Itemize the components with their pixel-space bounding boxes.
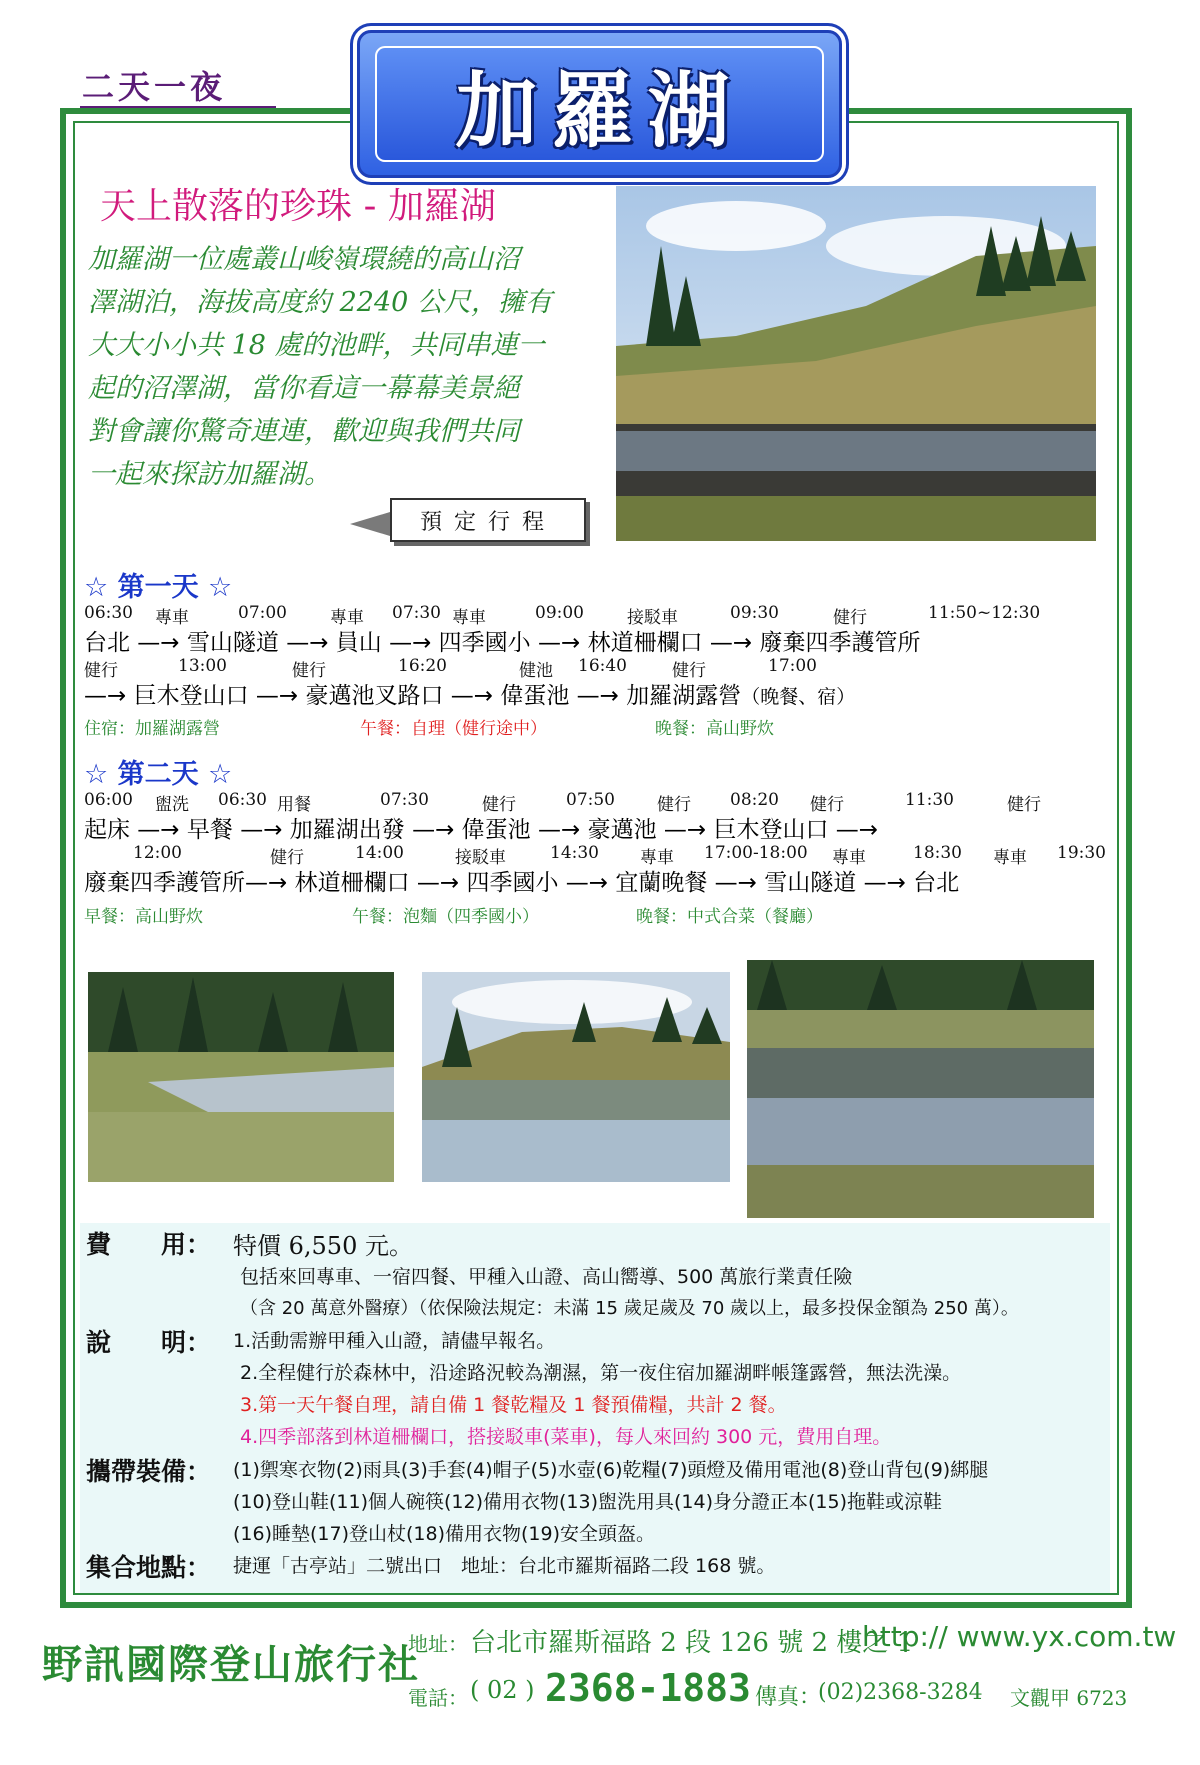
company-name: 野訊國際登山旅行社 xyxy=(42,1642,420,1688)
day1-heading: ☆ 第一天 ☆ xyxy=(84,572,233,603)
breakfast-info: 早餐：高山野炊 xyxy=(84,907,203,927)
intro-line: 對會讓你驚奇連連，歡迎與我們共同 xyxy=(88,416,520,447)
license-number: 文觀甲 6723 xyxy=(1010,1686,1128,1710)
transport-label: 健行 xyxy=(657,795,691,815)
day2-meals xyxy=(0,902,1200,927)
plan-arrow-icon xyxy=(350,512,390,536)
time-label: 17:00 xyxy=(768,656,817,676)
time-label: 16:20 xyxy=(398,656,447,676)
transport-label: 健行 xyxy=(84,661,118,681)
fax-label: 傳真： xyxy=(755,1685,822,1710)
intro-line: 大大小小共 18 處的池畔，共同串連一 xyxy=(88,330,545,361)
intro-line: 一起來探訪加羅湖。 xyxy=(88,459,331,490)
time-label: 14:00 xyxy=(355,843,404,863)
time-label: 07:30 xyxy=(392,603,441,623)
meet-value: 捷運「古亭站」二號出口 地址：台北市羅斯福路二段 168 號。 xyxy=(233,1555,776,1577)
gear-list-3: (16)睡墊(17)登山杖(18)備用衣物(19)安全頭盔。 xyxy=(233,1523,656,1545)
transport-label: 健行 xyxy=(672,661,706,681)
page-title: 加羅湖 xyxy=(455,63,744,159)
address-value: 台北市羅斯福路 2 段 126 號 2 樓之 1 xyxy=(470,1628,914,1658)
intro-subtitle: 天上散落的珍珠 - 加羅湖 xyxy=(100,186,496,227)
day1-row2-stops xyxy=(84,677,855,710)
day2-row1-times xyxy=(0,790,1200,815)
lodging-info: 住宿：加羅湖露營 xyxy=(84,719,220,739)
dinner-info: 晚餐：中式合菜（餐廳） xyxy=(636,907,823,927)
note-2: 2.全程健行於森林中，沿途路況較為潮濕，第一夜住宿加羅湖畔帳篷露營，無法洗澡。 xyxy=(240,1362,962,1384)
gear-label: 攜帶裝備： xyxy=(86,1457,212,1486)
transport-label: 專車 xyxy=(640,848,674,868)
fee-value: 特價 6,550 元。 xyxy=(233,1232,413,1260)
lake-photo-3 xyxy=(747,960,1094,1218)
transport-label: 健池 xyxy=(519,661,553,681)
time-label: 14:30 xyxy=(550,843,599,863)
time-label: 11:50~12:30 xyxy=(928,603,1041,623)
note-1: 1.活動需辦甲種入山證，請儘早報名。 xyxy=(233,1330,556,1352)
plan-label: 預定行程 xyxy=(390,498,586,542)
lake-photo-1 xyxy=(88,972,394,1182)
fee-label: 費 用： xyxy=(86,1230,212,1259)
time-label: 06:00 xyxy=(84,790,133,810)
transport-label: 盥洗 xyxy=(155,795,189,815)
day2-heading: ☆ 第二天 ☆ xyxy=(84,759,233,790)
day2-row2-times xyxy=(0,843,1200,868)
time-label: 09:30 xyxy=(730,603,779,623)
time-label: 12:00 xyxy=(133,843,182,863)
transport-label: 專車 xyxy=(155,608,189,628)
intro-line: 加羅湖一位處叢山峻嶺環繞的高山沼 xyxy=(88,244,520,275)
stops-note: （晚餐、宿） xyxy=(741,686,856,708)
day1-row2-times xyxy=(0,656,1200,681)
note-label: 說 明： xyxy=(86,1328,212,1357)
transport-label: 健行 xyxy=(270,848,304,868)
transport-label: 健行 xyxy=(810,795,844,815)
transport-label: 接駁車 xyxy=(627,608,678,628)
phone-number: 2368-1883 xyxy=(545,1666,751,1710)
time-label: 11:30 xyxy=(905,790,954,810)
transport-label: 專車 xyxy=(452,608,486,628)
lunch-info: 午餐：泡麵（四季國小） xyxy=(352,907,539,927)
phone-label: 電話： xyxy=(408,1686,468,1710)
title-banner-inner xyxy=(375,46,824,162)
transport-label: 專車 xyxy=(330,608,364,628)
transport-label: 用餐 xyxy=(277,795,311,815)
note-4: 4.四季部落到林道柵欄口，搭接駁車(菜車)，每人來回約 300 元，費用自理。 xyxy=(240,1426,892,1448)
time-label: 07:00 xyxy=(238,603,287,623)
day2-row1-stops: 起床 —→ 早餐 —→ 加羅湖出發 —→ 偉蛋池 —→ 豪邁池 —→ 巨木登山口 —→ xyxy=(84,817,879,843)
time-label: 07:50 xyxy=(566,790,615,810)
time-label: 06:30 xyxy=(84,603,133,623)
time-label: 08:20 xyxy=(730,790,779,810)
address-label: 地址： xyxy=(408,1632,468,1656)
fax-number: (02)2368-3284 xyxy=(818,1680,983,1705)
transport-label: 專車 xyxy=(993,848,1027,868)
day1-meals xyxy=(0,714,1200,739)
stops-text: —→ 巨木登山口 —→ 豪邁池叉路口 —→ 偉蛋池 —→ 加羅湖露營 xyxy=(84,683,742,709)
transport-label: 健行 xyxy=(833,608,867,628)
time-label: 09:00 xyxy=(535,603,584,623)
dinner-info: 晚餐：高山野炊 xyxy=(655,719,774,739)
transport-label: 健行 xyxy=(1007,795,1041,815)
day2-row2-stops: 廢棄四季護管所—→ 林道柵欄口 —→ 四季國小 —→ 宜蘭晚餐 —→ 雪山隧道 —→ 台北 xyxy=(84,870,960,896)
time-label: 07:30 xyxy=(380,790,429,810)
day1-row1-stops: 台北 —→ 雪山隧道 —→ 員山 —→ 四季國小 —→ 林道柵欄口 —→ 廢棄四季護管所 xyxy=(84,630,921,656)
transport-label: 接駁車 xyxy=(455,848,506,868)
day1-row1-times xyxy=(0,603,1200,628)
phone-area-code: ( 02 ) xyxy=(470,1676,535,1704)
fee-includes: 包括來回專車、一宿四餐、甲種入山證、高山嚮導、500 萬旅行業責任險 xyxy=(240,1266,853,1288)
intro-paragraph xyxy=(88,238,588,496)
time-label: 06:30 xyxy=(218,790,267,810)
transport-label: 專車 xyxy=(832,848,866,868)
transport-label: 健行 xyxy=(292,661,326,681)
fee-insurance: （含 20 萬意外醫療）（依保險法規定：未滿 15 歲足歲及 70 歲以上，最多投保金額為 250 萬）。 xyxy=(240,1298,1019,1319)
time-label: 18:30 xyxy=(913,843,962,863)
meet-label: 集合地點： xyxy=(86,1553,212,1582)
intro-line: 起的沼澤湖，當你看這一幕幕美景絕 xyxy=(88,373,520,404)
intro-line: 澤湖泊，海拔高度約 2240 公尺，擁有 xyxy=(88,287,552,318)
trip-duration-tag: 二天一夜 xyxy=(82,68,227,106)
lake-photo-2 xyxy=(422,972,730,1182)
lunch-info: 午餐：自理（健行途中） xyxy=(360,719,547,739)
time-label: 17:00-18:00 xyxy=(704,843,808,863)
transport-label: 健行 xyxy=(482,795,516,815)
website-link[interactable]: http:// www.yx.com.tw xyxy=(862,1620,1177,1653)
time-label: 13:00 xyxy=(178,656,227,676)
time-label: 16:40 xyxy=(578,656,627,676)
gear-list-2: (10)登山鞋(11)個人碗筷(12)備用衣物(13)盥洗用具(14)身分證正本(15)拖鞋或涼鞋 xyxy=(233,1491,943,1513)
lake-photo-main xyxy=(616,186,1096,541)
gear-list-1: (1)禦寒衣物(2)雨具(3)手套(4)帽子(5)水壺(6)乾糧(7)頭燈及備用電池(8)登山背包(9)綁腿 xyxy=(233,1459,989,1481)
note-3: 3.第一天午餐自理，請自備 1 餐乾糧及 1 餐預備糧，共計 2 餐。 xyxy=(240,1394,787,1416)
time-label: 19:30 xyxy=(1057,843,1106,863)
